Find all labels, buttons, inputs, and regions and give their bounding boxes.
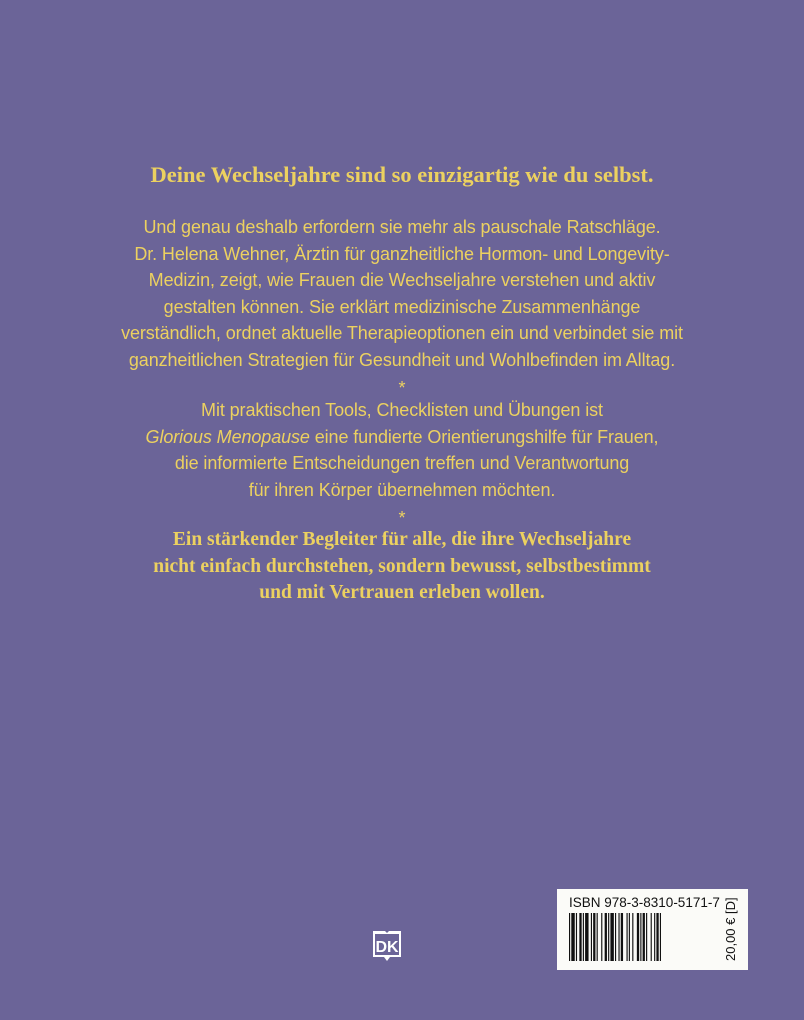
separator-asterisk: *: [398, 508, 406, 528]
text-line: Ein stärkender Begleiter für alle, die ihre Wechseljahre: [172, 529, 632, 550]
barcode-bar: [597, 913, 598, 961]
text-line: Und genau deshalb erfordern sie mehr als pauschale Ratschläge.: [143, 217, 661, 237]
text-line: [0, 424, 804, 451]
features-paragraph: [0, 397, 804, 503]
barcode-bar: [576, 913, 577, 961]
isbn-number: ISBN 978-3-8310-5171-7: [569, 895, 720, 910]
barcode-bar: [569, 913, 570, 961]
barcode-bar: [656, 913, 658, 961]
barcode-bar: [601, 913, 602, 961]
barcode-bar: [585, 913, 588, 961]
text-line: Mit praktischen Tools, Checklisten und Übungen ist: [201, 400, 603, 420]
book-title: Glorious Menopause: [145, 426, 310, 447]
barcode-bar: [654, 913, 655, 961]
closing-paragraph: [0, 527, 804, 607]
barcode-bar: [627, 913, 628, 961]
price-label: 20,00 € [D]: [723, 897, 738, 961]
text-line: verständlich, ordnet aktuelle Therapieoptionen ein und verbindet sie mit: [121, 323, 683, 344]
barcode-bar: [593, 913, 595, 961]
text-line: für ihren Körper übernehmen möchten.: [248, 479, 556, 500]
barcode-bar: [660, 913, 661, 961]
text-fragment: eine fundierte Orientierungshilfe für Frauen,: [309, 426, 659, 447]
barcode-bar: [640, 913, 641, 961]
barcode: [569, 913, 721, 961]
barcode-bar: [591, 913, 592, 961]
barcode-bar: [643, 913, 645, 961]
text-line: die informierte Entscheidungen treffen und Verantwortung: [174, 453, 630, 474]
barcode-bar: [605, 913, 607, 961]
text-line: ganzheitlichen Strategien für Gesundheit und Wohlbefinden im Alltag.: [128, 349, 676, 370]
dk-logo-text: DK: [375, 939, 399, 956]
headline: Deine Wechseljahre sind so einzigartig wie du selbst.: [150, 162, 654, 187]
barcode-bar: [615, 913, 616, 961]
text-line: gestalten können. Sie erklärt medizinische Zusammenhänge: [163, 296, 641, 317]
barcode-bar: [618, 913, 619, 961]
barcode-bar: [583, 913, 584, 961]
barcode-bar: [651, 913, 652, 961]
barcode-bar: [629, 913, 630, 961]
separator-asterisk: *: [398, 378, 406, 398]
intro-paragraph: [0, 214, 804, 374]
isbn-barcode-label: [557, 889, 748, 970]
text-line: Dr. Helena Wehner, Ärztin für ganzheitliche Hormon- und Longevity-: [134, 243, 670, 264]
barcode-bar: [637, 913, 639, 961]
barcode-bar: [621, 913, 623, 961]
barcode-bar: [646, 913, 647, 961]
barcode-bar: [579, 913, 581, 961]
text-line: nicht einfach durchstehen, sondern bewusst, selbstbestimmt: [153, 555, 651, 577]
barcode-bar: [571, 913, 574, 961]
barcode-bar: [610, 913, 613, 961]
text-line: und mit Vertrauen erleben wollen.: [259, 582, 545, 604]
dk-publisher-logo: [372, 930, 402, 962]
barcode-bar: [608, 913, 609, 961]
text-line: Medizin, zeigt, wie Frauen die Wechseljahre verstehen und aktiv: [148, 270, 656, 291]
barcode-bar: [632, 913, 633, 961]
